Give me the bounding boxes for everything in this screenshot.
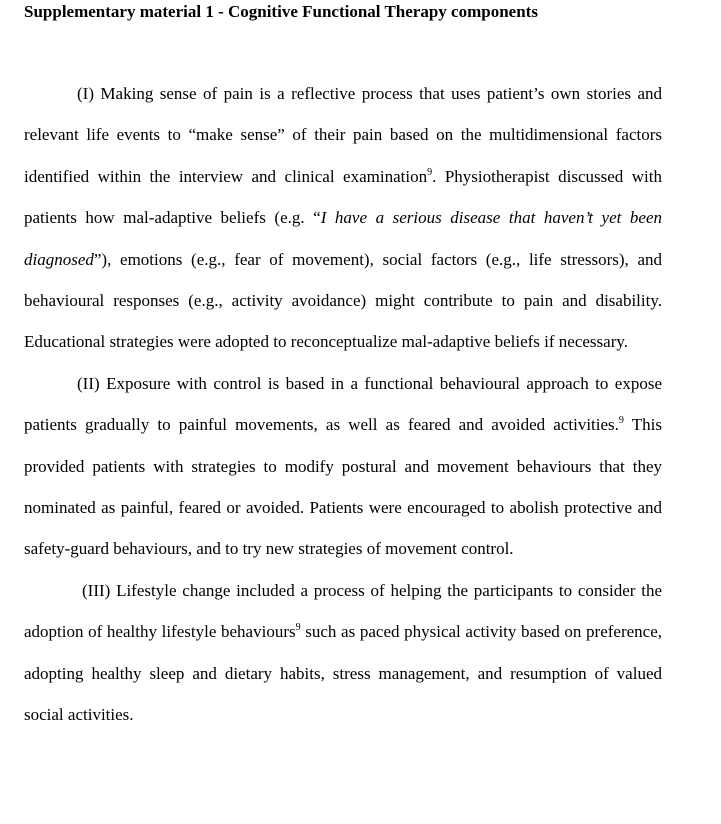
citation-superscript: 9 <box>618 415 624 427</box>
citation-superscript: 9 <box>295 622 301 634</box>
paragraph-lifestyle-change <box>24 570 662 736</box>
document-body <box>24 73 662 736</box>
paragraph-exposure-with-control <box>24 363 662 570</box>
paragraph-making-sense-of-pain <box>24 73 662 363</box>
citation-superscript: 9 <box>427 166 433 178</box>
paragraph-text: (II) Exposure with control is based in a functional behavioural approach to expose patients gradually to painful movements, as well as feared and avoided activities. <box>24 373 662 435</box>
paragraph-text: such as paced physical activity based on preference, adopting healthy sleep and dietary habits, stress management, and resumption of valued social activities. <box>24 622 662 725</box>
paragraph-text: (I) Making sense of pain is a reflective process that uses patient’s own stories and relevant life events to “make sense” of their pain based on the multidimensional factors identified within the interview and clinical examination <box>24 84 662 186</box>
paragraph-text: This provided patients with strategies to modify postural and movement behaviours that they nominated as painful, feared or avoided. Patients were encouraged to abolish protective and safety-guard behaviours, and to try new strategies of movement control. <box>24 415 663 559</box>
paragraph-text: . Physiotherapist discussed with patients how mal-adaptive beliefs (e.g. “ <box>24 166 662 228</box>
italic-quote: I have a serious disease that haven’t yet been diagnosed <box>24 208 662 269</box>
document-title: Supplementary material 1 - Cognitive Functional Therapy components <box>24 2 538 21</box>
paragraph-text: ”), emotions (e.g., fear of movement), social factors (e.g., life stressors), and behavioural responses (e.g., activity avoidance) might contribute to pain and disability. Educational strategies were adopted to reconceptualize mal-adaptive beliefs if necessary. <box>24 249 662 352</box>
paragraph-text: (III) Lifestyle change included a process of helping the participants to consider the adoption of healthy lifestyle behaviours <box>24 580 662 642</box>
